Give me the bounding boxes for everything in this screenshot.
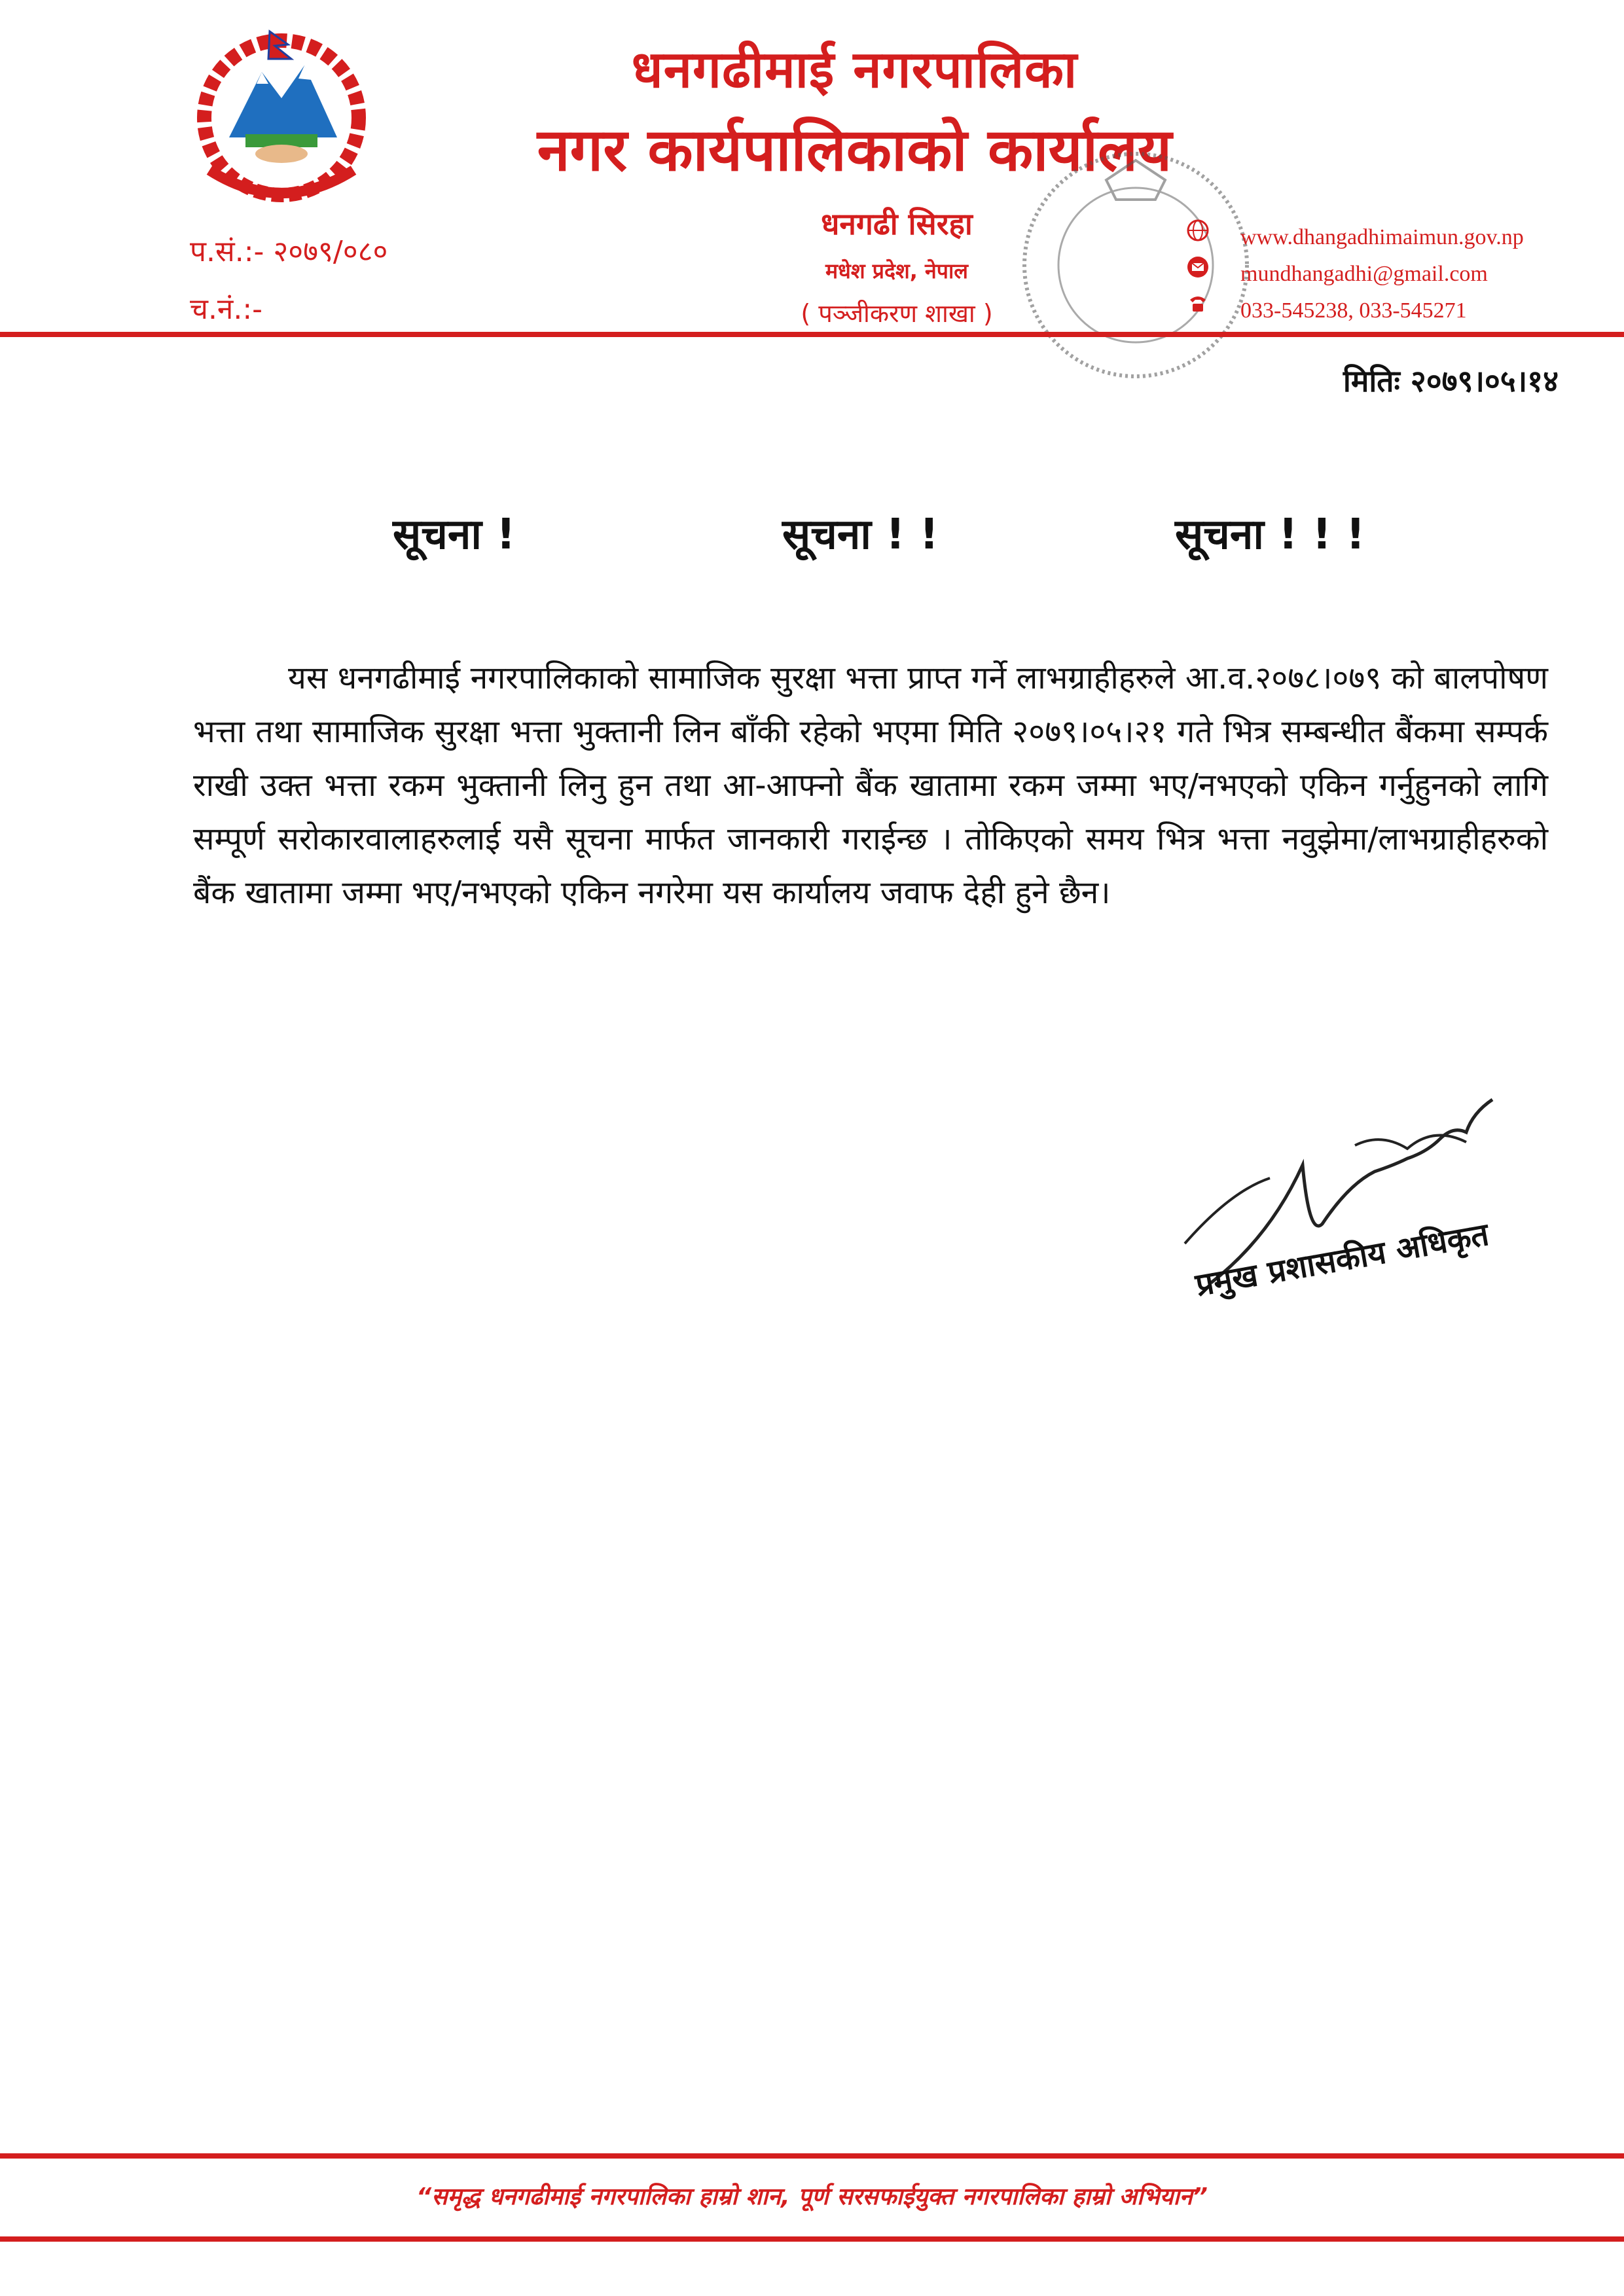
- reference-number: प.सं.:- २०७९/०८०: [190, 235, 388, 268]
- office-name: नगर कार्यपालिकाको कार्यालय: [537, 116, 1172, 185]
- globe-icon: [1186, 219, 1210, 242]
- notice-title-1: सूचना !: [393, 511, 516, 559]
- office-place: धनगढी सिरहा: [821, 206, 973, 242]
- municipality-name: धनगढीमाई नगरपालिका: [631, 41, 1078, 99]
- office-stamp: [1008, 134, 1263, 396]
- phone-numbers: 033-545238, 033-545271: [1240, 298, 1467, 323]
- branch-name: ( पञ्जीकरण शाखा ): [801, 299, 993, 328]
- header-divider: [0, 332, 1624, 337]
- dispatch-number: च.नं.:-: [190, 293, 263, 326]
- letter-date: मितिः २०७९।०५।१४: [1343, 363, 1559, 399]
- footer-divider-bottom: [0, 2236, 1624, 2242]
- notice-title-2: सूचना ! !: [782, 511, 939, 559]
- office-province: मधेश प्रदेश, नेपाल: [825, 259, 968, 283]
- notice-title-3: सूचना ! ! !: [1175, 511, 1365, 559]
- phone-icon: [1186, 292, 1210, 315]
- notice-paragraph: यस धनगढीमाई नगरपालिकाको सामाजिक सुरक्षा भत्ता प्राप्त गर्ने लाभग्राहीहरुले आ.व.२०७८।०७९ को बालपोषण भत्ता तथा सामाजिक सुरक्षा भत्ता भुक्तानी लिन बाँकी रहेको भएमा मिति २०७९।०५।२१ गते भित्र सम्बन्धीत बैंकमा सम्पर्क राखी उक्त भत्ता रकम भुक्तानी लिनु हुन तथा आ-आफ्नो बैंक खातामा रकम जम्मा भए/नभएको एकिन गर्नुहुनको लागि सम्पूर्ण सरोकारवालाहरुलाई यसै सूचना मार्फत जानकारी गराईन्छ । तोकिएको समय भित्र भत्ता नवुझेमा/लाभग्राहीहरुको बैंक खातामा जम्मा भए/नभएको एकिन नगरेमा यस कार्यालय जवाफ देही हुने छैन।: [193, 660, 1548, 911]
- email-icon: [1186, 255, 1210, 279]
- website-link[interactable]: www.dhangadhimaimun.gov.np: [1240, 225, 1524, 249]
- officer-designation: प्रमुख प्रशासकीय अधिकृत: [1193, 1215, 1492, 1304]
- email-address[interactable]: mundhangadhi@gmail.com: [1240, 262, 1488, 286]
- footer-divider-top: [0, 2153, 1624, 2159]
- footer-slogan: “समृद्ध धनगढीमाई नगरपालिका हाम्रो शान, पूर्ण सरसफाईयुक्त नगरपालिका हाम्रो अभियान”: [416, 2183, 1208, 2210]
- officer-signature: [1100, 1086, 1558, 1322]
- notice-body: [193, 651, 1548, 920]
